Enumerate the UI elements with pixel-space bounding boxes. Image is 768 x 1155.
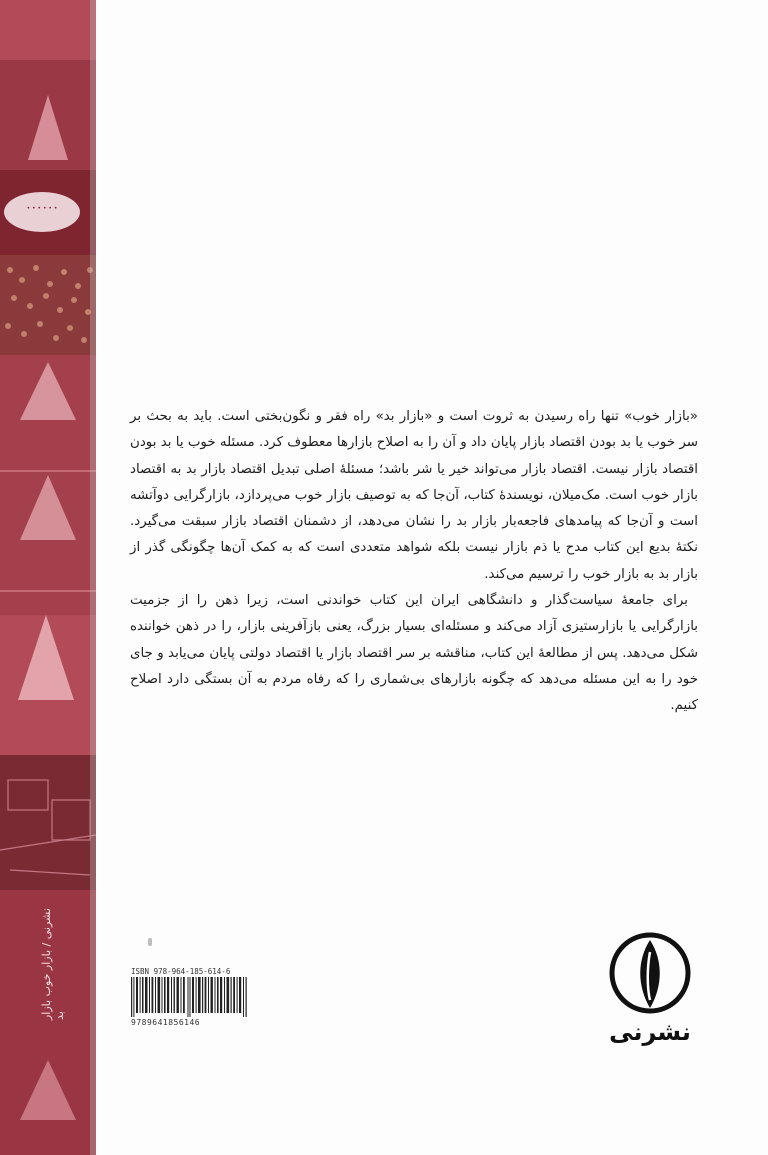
spine-caption: نشرنی / بازار خوب بازار بد xyxy=(40,908,66,1020)
barcode-icon xyxy=(131,977,249,1017)
isbn-text: ISBN 978-964-185-614-6 xyxy=(131,967,231,976)
publisher-logo-icon xyxy=(607,928,693,1018)
spine-artwork xyxy=(0,0,96,1155)
print-speck xyxy=(148,938,152,946)
isbn-block xyxy=(131,967,251,1027)
blurb-paragraph-1: «بازار خوب» تنها راه رسیدن به ثروت است و «بازار بد» راه فقر و نگون‌بختی است. باید به بحث بر سر خوب یا بد بودن اقتصاد بازار پایان داد و آن را به اصلاح بازارها معطوف کرد. مسئله خوب یا بد بودن اقتصاد بازار نیست. اقتصاد بازار می‌تواند خیر یا شر باشد؛ مسئلهٔ اصلی تبدیل اقتصاد بازار بد به اقتصاد بازار خوب است. مک‌میلان، نویسندهٔ کتاب، آن‌جا که به توصیف بازار خوب می‌پردازد، بازارگرایی دوآتشه است و آن‌جا که پیامدهای فاجعه‌بار بازار بد را نشان می‌دهد، از دشمنان اقتصاد بازار سبقت می‌گیرد. نکتهٔ بدیع این کتاب مدح یا ذم بازار نیست بلکه شواهد متعددی است که به کمک آن‌ها چگونگی گذر از بازار بد به بازار خوب را ترسیم می‌کند. xyxy=(130,409,698,582)
blurb-paragraph-2: برای جامعهٔ سیاست‌گذار و دانشگاهی ایران این کتاب خواندنی است، زیرا ذهن را از جزمیت بازارگرایی یا بازارستیزی آزاد می‌کند و مسئله‌ای بسیار بزرگ، یعنی بازآفرینی بازار، را در ذهن خواننده شکل می‌دهد. پس از مطالعهٔ این کتاب، مناقشه بر سر اقتصاد بازار یا اقتصاد دولتی پایان می‌یابد و جای خود را به این مسئله می‌دهد که چگونه بازارهای بی‌شماری را که رفاه مردم به آن بستگی دارد اصلاح کنیم. xyxy=(130,593,698,714)
barcode-number: 9789641856146 xyxy=(131,1018,201,1027)
publisher-name: نشرنی xyxy=(609,1018,691,1046)
blurb-text xyxy=(130,404,698,720)
svg-text:• • • • • •: • • • • • • xyxy=(26,205,58,212)
